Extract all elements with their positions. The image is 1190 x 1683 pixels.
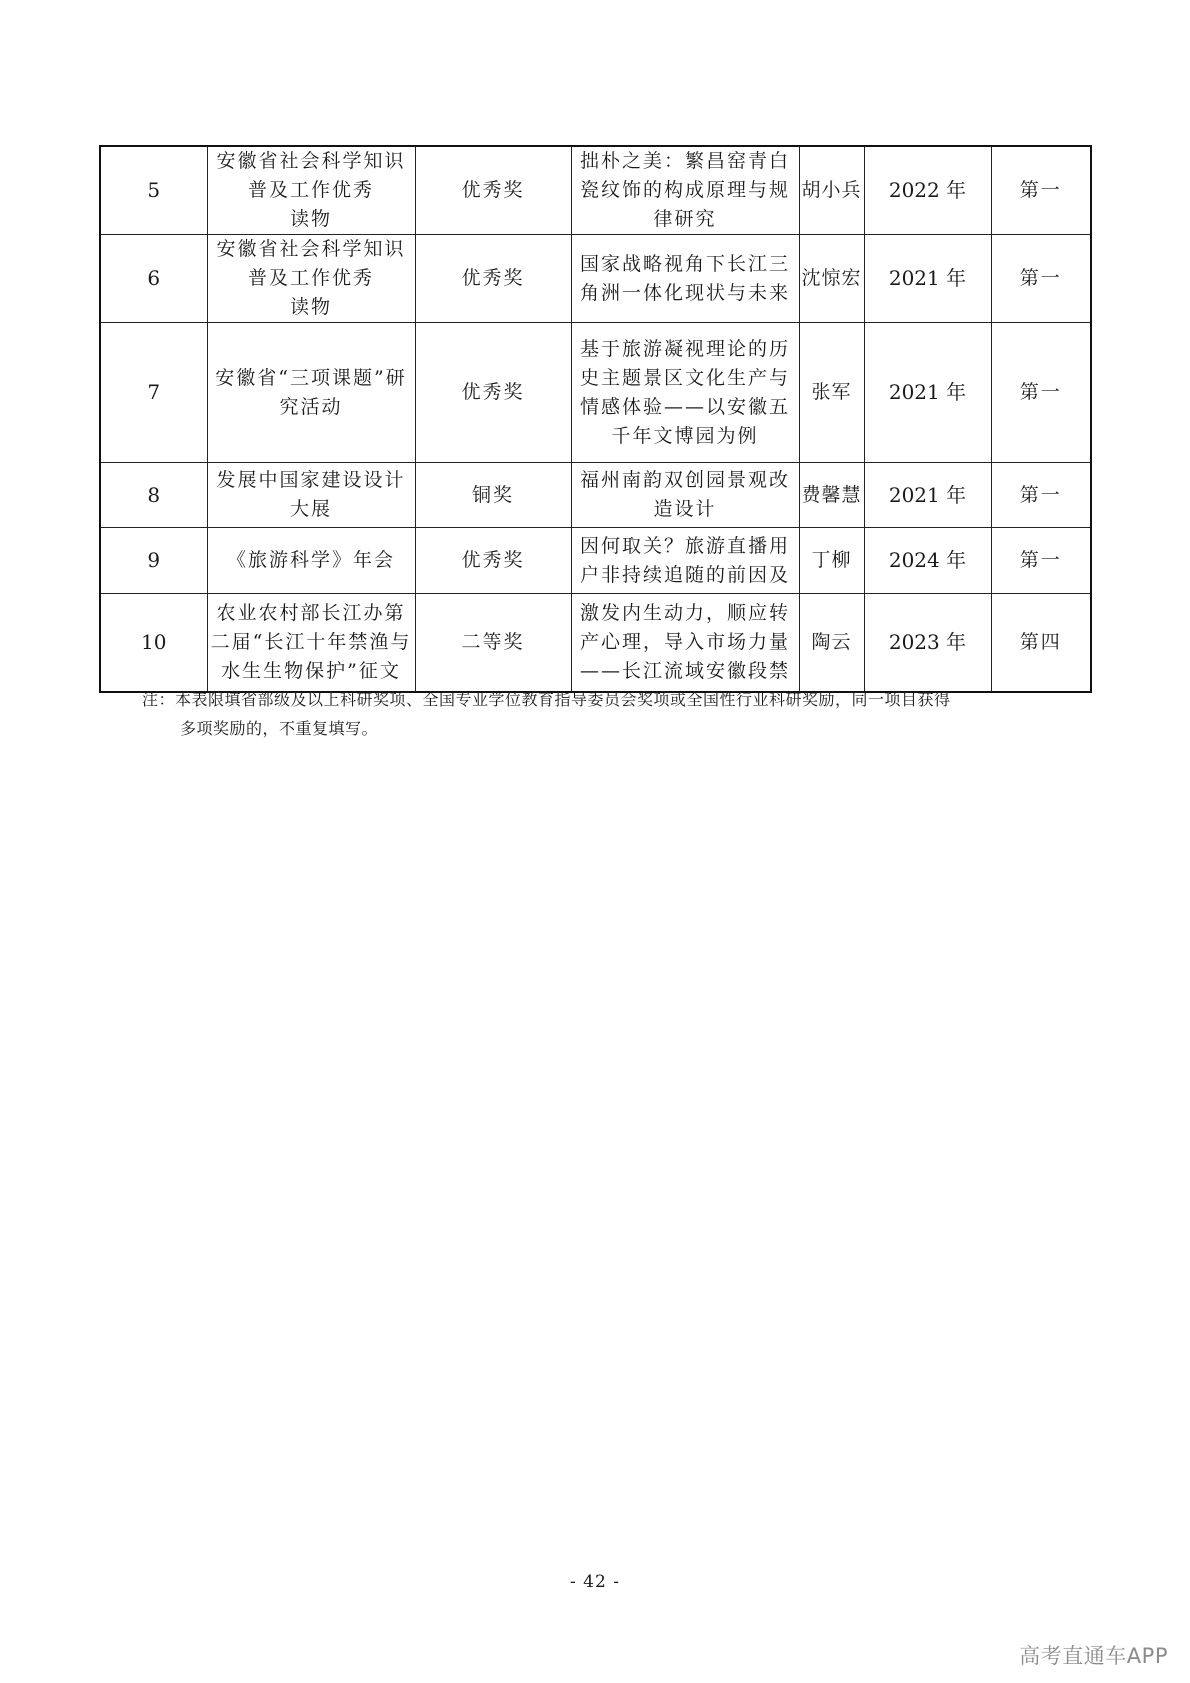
person-cell: 丁柳: [799, 528, 864, 594]
award-name-line: 发展中国家建设设计: [216, 469, 406, 491]
award-name-line: 安徽省“三项课题”研: [215, 366, 407, 389]
row-number-cell: 5: [100, 146, 207, 235]
award-grade-cell: 二等奖: [415, 594, 571, 692]
project-title-line: 造设计: [653, 498, 717, 520]
person-cell: 费馨慧: [799, 463, 864, 528]
rank-cell: 第一: [991, 528, 1091, 594]
award-grade-cell: 优秀奖: [415, 323, 571, 463]
watermark: 高考直通车APP: [1019, 1644, 1168, 1668]
project-title-line: 基于旅游凝视理论的历: [579, 337, 790, 360]
award-name-line: 《旅游科学》年会: [226, 549, 395, 571]
year-cell: 2024 年: [864, 528, 991, 594]
project-title-line: 产心理，导入市场力量: [579, 630, 790, 653]
project-title-line: 激发内生动力，顺应转: [579, 601, 790, 624]
award-name-line: 农业农村部长江办第: [216, 601, 406, 624]
award-name-line: 读物: [289, 296, 332, 318]
project-title-cell: [571, 146, 799, 235]
project-title-line: 国家战略视角下长江三: [579, 252, 790, 275]
person-cell: 沈惊宏: [799, 235, 864, 323]
table-row: [100, 146, 1091, 235]
award-name-cell: [207, 594, 415, 692]
row-number-cell: 6: [100, 235, 207, 323]
person-cell: 胡小兵: [799, 146, 864, 235]
award-name-line: 大展: [289, 498, 332, 520]
rank-cell: 第一: [991, 146, 1091, 235]
award-name-cell: [207, 463, 415, 528]
project-title-cell: [571, 528, 799, 594]
table-body: [100, 146, 1091, 692]
person-cell: 陶云: [799, 594, 864, 692]
award-name-cell: [207, 235, 415, 323]
award-name-line: 普及工作优秀: [247, 179, 374, 201]
rank-cell: 第一: [991, 463, 1091, 528]
award-grade-cell: 优秀奖: [415, 528, 571, 594]
year-cell: 2022 年: [864, 146, 991, 235]
year-cell: 2021 年: [864, 463, 991, 528]
project-title-line: 角洲一体化现状与未来: [579, 281, 790, 304]
award-name-cell: [207, 528, 415, 594]
award-name-line: 安徽省社会科学知识: [216, 150, 406, 172]
award-grade-cell: 优秀奖: [415, 146, 571, 235]
project-title-line: 情感体验——以安徽五: [579, 395, 790, 418]
project-title-line: 因何取关？旅游直播用: [579, 534, 790, 557]
table-row: [100, 594, 1091, 692]
year-cell: 2021 年: [864, 323, 991, 463]
year-cell: 2023 年: [864, 594, 991, 692]
award-name-line: 读物: [289, 208, 332, 230]
award-name-line: 二届“长江十年禁渔与: [210, 630, 412, 653]
footnote-label: 注：: [142, 690, 176, 709]
project-title-line: 千年文博园为例: [611, 424, 759, 447]
awards-table: [99, 145, 1092, 693]
award-name-line: 水生生物保护”征文: [221, 659, 401, 682]
rank-cell: 第一: [991, 235, 1091, 323]
footnote-line2: 多项奖励的，不重复填写。: [180, 719, 379, 738]
rank-cell: 第四: [991, 594, 1091, 692]
project-title-cell: [571, 323, 799, 463]
project-title-line: 律研究: [653, 208, 717, 230]
year-cell: 2021 年: [864, 235, 991, 323]
award-name-cell: [207, 323, 415, 463]
project-title-cell: [571, 594, 799, 692]
award-name-cell: [207, 146, 415, 235]
table-row: [100, 235, 1091, 323]
project-title-cell: [571, 463, 799, 528]
project-title-line: 福州南韵双创园景观改: [579, 469, 790, 491]
award-name-line: 普及工作优秀: [247, 267, 374, 289]
row-number-cell: 7: [100, 323, 207, 463]
project-title-line: 瓷纹饰的构成原理与规: [579, 179, 790, 201]
table-row: [100, 323, 1091, 463]
table-row: [100, 528, 1091, 594]
page-number: - 42 -: [570, 1572, 620, 1592]
award-name-line: 安徽省社会科学知识: [216, 238, 406, 260]
footnote: [142, 685, 1042, 743]
project-title-line: 拙朴之美：繁昌窑青白: [579, 150, 790, 172]
award-grade-cell: 优秀奖: [415, 235, 571, 323]
rank-cell: 第一: [991, 323, 1091, 463]
project-title-line: 户非持续追随的前因及: [579, 563, 790, 586]
project-title-line: ——长江流域安徽段禁: [579, 659, 790, 682]
table-row: [100, 463, 1091, 528]
award-grade-cell: 铜奖: [415, 463, 571, 528]
row-number-cell: 10: [100, 594, 207, 692]
award-name-line: 究活动: [279, 395, 343, 418]
footnote-line1: 本表限填省部级及以上科研奖项、全国专业学位教育指导委员会奖项或全国性行业科研奖励，同一项目获得: [175, 690, 951, 709]
row-number-cell: 8: [100, 463, 207, 528]
project-title-cell: [571, 235, 799, 323]
row-number-cell: 9: [100, 528, 207, 594]
project-title-line: 史主题景区文化生产与: [579, 366, 790, 389]
person-cell: 张军: [799, 323, 864, 463]
